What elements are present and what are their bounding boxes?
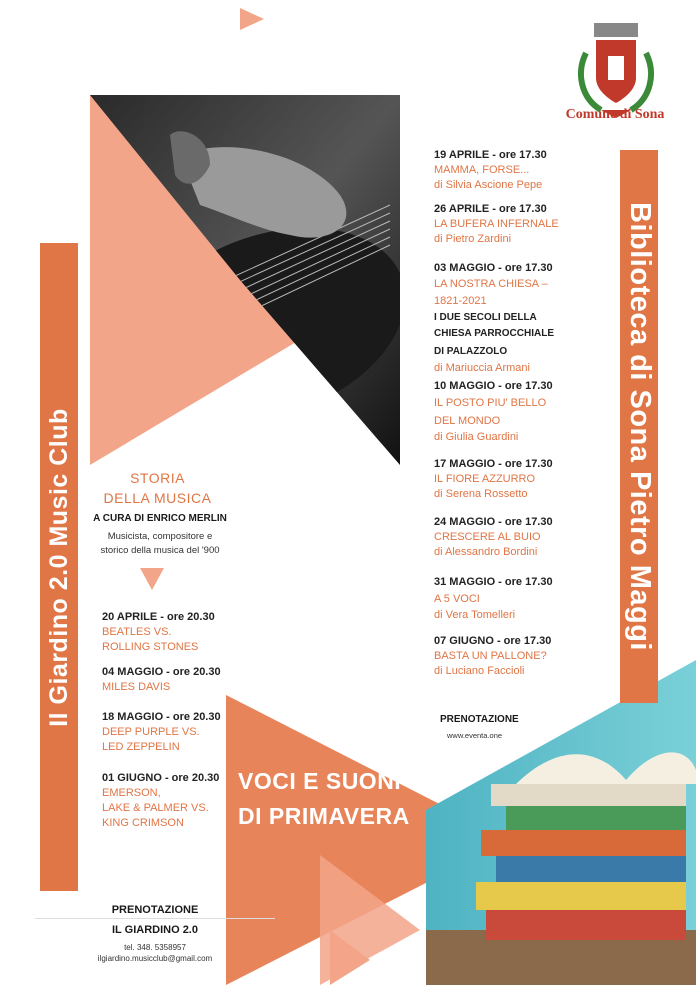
library-event: 07 GIUGNO - ore 17.30 BASTA UN PALLONE? di Luciano Faccioli (434, 635, 552, 677)
guitar-photo (90, 95, 400, 465)
music-event: 18 MAGGIO - ore 20.30 DEEP PURPLE VS. LED ZEPPELIN (102, 711, 221, 753)
books-photo (426, 660, 696, 985)
library-booking-link[interactable]: www.eventa.one (447, 731, 503, 740)
music-event: 04 MAGGIO - ore 20.30 MILES DAVIS (102, 666, 221, 693)
main-title: VOCI E SUONI DI PRIMAVERA (238, 768, 410, 829)
music-booking-name: IL GIARDINO 2.0 (112, 924, 198, 936)
library-event: 17 MAGGIO - ore 17.30 IL FIORE AZZURRO di Serena Rossetto (434, 458, 553, 500)
library-event: 26 APRILE - ore 17.30 LA BUFERA INFERNALE di Pietro Zardini (434, 203, 559, 245)
library-event: 31 MAGGIO - ore 17.30 A 5 VOCI di Vera Tomelleri (434, 576, 553, 621)
music-event: 20 APRILE - ore 20.30 BEATLES VS. ROLLING STONES (102, 611, 215, 653)
library-booking-label: PRENOTAZIONE (440, 714, 519, 725)
music-event: 01 GIUGNO - ore 20.30 EMERSON, LAKE & PALMER VS. KING CRIMSON (102, 772, 220, 829)
library-event: 03 MAGGIO - ore 17.30 LA NOSTRA CHIESA – 1821-2021 I DUE SECOLI DELLA CHIESA PARROCCHIALE DI PALAZZOLO di Mariuccia Armani (434, 262, 555, 374)
comune-label: Comune di Sona (565, 107, 665, 122)
library-event: 24 MAGGIO - ore 17.30 CRESCERE AL BUIO di Alessandro Bordini (434, 516, 553, 558)
music-curator: A CURA DI ENRICO MERLIN (93, 513, 227, 524)
divider (35, 918, 275, 919)
down-arrow-triangle (140, 568, 164, 590)
music-booking-label: PRENOTAZIONE (111, 904, 199, 916)
left-bar-title: Il Giardino 2.0 Music Club (44, 407, 73, 727)
music-section-title: STORIA DELLA MUSICA (103, 470, 212, 506)
music-description: Musicista, compositore e storico della musica del '900 (100, 531, 220, 556)
library-event: 10 MAGGIO - ore 17.30 IL POSTO PIU' BELLO DEL MONDO di Giulia Guardini (434, 380, 553, 443)
top-small-triangle (240, 8, 264, 30)
music-booking-contact: tel. 348. 5358957 ilgiardino.musicclub@gmail.com (97, 943, 213, 963)
library-event: 19 APRILE - ore 17.30 MAMMA, FORSE... di Silvia Ascione Pepe (434, 149, 547, 191)
right-bar-title: Biblioteca di Sona Pietro Maggi (623, 202, 656, 651)
